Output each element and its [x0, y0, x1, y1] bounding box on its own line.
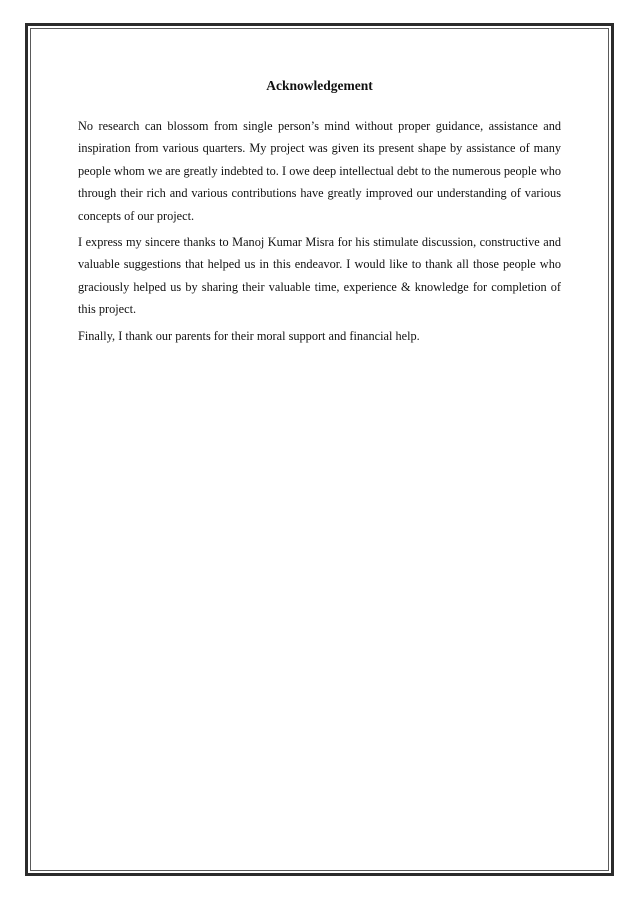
page-title: Acknowledgement: [266, 78, 373, 93]
document-body: [78, 76, 561, 351]
paragraph-1: No research can blossom from single person’s mind without proper guidance, assistance and inspiration from various quarters. My project was given its present shape by assistance of many people whom we are greatly indebted to. I owe deep intellectual debt to the numerous people who through their rich and various contributions have greatly improved our understanding of various concepts of our project.: [78, 119, 561, 223]
paragraph-3: Finally, I thank our parents for their moral support and financial help.: [78, 328, 420, 343]
paragraph-2: I express my sincere thanks to Manoj Kumar Misra for his stimulate discussion, constructive and valuable suggestions that helped us in this endeavor. I would like to thank all those people who graciously helped us by sharing their valuable time, experience & knowledge for completion of this project.: [78, 235, 561, 317]
